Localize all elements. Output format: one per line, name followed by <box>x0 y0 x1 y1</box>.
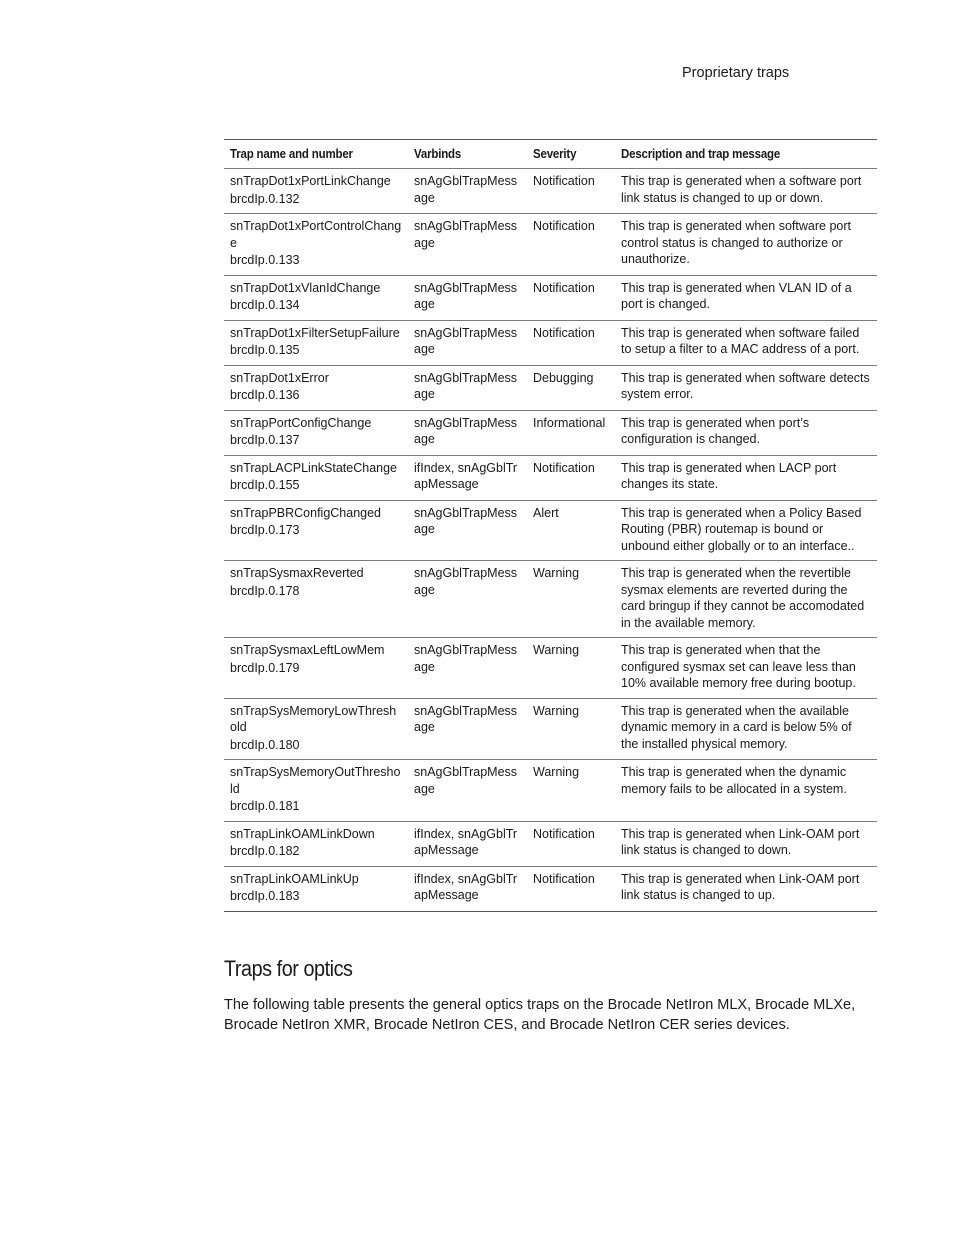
varbinds-cell: snAgGblTrapMessage <box>408 320 527 365</box>
description-cell: This trap is generated when VLAN ID of a port is changed. <box>615 275 877 320</box>
varbinds-cell: snAgGblTrapMessage <box>408 500 527 561</box>
trap-number: brcdIp.0.135 <box>230 343 300 357</box>
description-cell: This trap is generated when the revertible sysmax elements are reverted during the card bringup if they cannot be accomodated in the available memory. <box>615 561 877 638</box>
description-cell: This trap is generated when software detects system error. <box>615 365 877 410</box>
trap-name-cell <box>224 821 408 866</box>
column-header-varbinds: Varbinds <box>408 140 527 169</box>
severity-cell: Notification <box>527 821 615 866</box>
trap-name-cell <box>224 455 408 500</box>
varbinds-cell: snAgGblTrapMessage <box>408 275 527 320</box>
trap-name-cell <box>224 410 408 455</box>
table-row <box>224 365 877 410</box>
varbinds-cell: snAgGblTrapMessage <box>408 760 527 822</box>
trap-name-cell <box>224 365 408 410</box>
trap-name: snTrapSysmaxLeftLowMem <box>230 643 385 657</box>
trap-name-cell <box>224 561 408 638</box>
table-row <box>224 169 877 214</box>
trap-name-cell <box>224 169 408 214</box>
varbinds-cell: snAgGblTrapMessage <box>408 365 527 410</box>
trap-name: snTrapDot1xVlanIdChange <box>230 280 381 295</box>
description-cell: This trap is generated when Link-OAM port link status is changed to up. <box>615 866 877 911</box>
section-title: Traps for optics <box>224 956 353 981</box>
trap-number: brcdIp.0.178 <box>230 583 300 598</box>
trap-number: brcdIp.0.132 <box>230 191 300 206</box>
varbinds-cell: ifIndex, snAgGblTrapMessage <box>408 821 527 866</box>
trap-name-cell <box>224 698 408 760</box>
description-cell: This trap is generated when Link-OAM port link status is changed to down. <box>615 821 877 866</box>
description-cell: This trap is generated when LACP port changes its state. <box>615 455 877 500</box>
description-cell: This trap is generated when a Policy Based Routing (PBR) routemap is bound or unbound either globally or to an interface.. <box>615 500 877 561</box>
trap-name: snTrapSysmaxReverted <box>230 566 364 580</box>
varbinds-cell: ifIndex, snAgGblTrapMessage <box>408 455 527 500</box>
trap-name-cell <box>224 638 408 699</box>
column-header-trap-name: Trap name and number <box>224 140 408 169</box>
severity-cell: Notification <box>527 214 615 276</box>
description-cell: This trap is generated when port’s configuration is changed. <box>615 410 877 455</box>
table-row <box>224 410 877 455</box>
trap-name-cell <box>224 275 408 320</box>
description-cell: This trap is generated when a software port link status is changed to up or down. <box>615 169 877 214</box>
trap-name: snTrapLinkOAMLinkUp <box>230 871 359 886</box>
trap-name-cell <box>224 866 408 911</box>
varbinds-cell: snAgGblTrapMessage <box>408 638 527 699</box>
severity-cell: Warning <box>527 698 615 760</box>
trap-name: snTrapDot1xError <box>230 370 329 385</box>
table-row <box>224 275 877 320</box>
trap-name: snTrapPortConfigChange <box>230 415 372 430</box>
severity-cell: Informational <box>527 410 615 455</box>
trap-number: brcdIp.0.183 <box>230 889 300 903</box>
trap-name-cell <box>224 500 408 561</box>
severity-cell: Notification <box>527 866 615 911</box>
trap-name: snTrapSysMemoryLowThreshold <box>230 703 397 734</box>
severity-cell: Notification <box>527 455 615 500</box>
table-row <box>224 561 877 638</box>
severity-cell: Warning <box>527 760 615 822</box>
varbinds-cell: ifIndex, snAgGblTrapMessage <box>408 866 527 911</box>
table-row <box>224 698 877 760</box>
table-row <box>224 500 877 561</box>
varbinds-cell: snAgGblTrapMessage <box>408 698 527 760</box>
description-cell: This trap is generated when that the configured sysmax set can leave less than 10% available memory free during bootup. <box>615 638 877 699</box>
trap-name-cell <box>224 320 408 365</box>
table-row <box>224 821 877 866</box>
severity-cell: Notification <box>527 275 615 320</box>
table-row <box>224 760 877 822</box>
trap-number: brcdIp.0.182 <box>230 844 300 858</box>
severity-cell: Alert <box>527 500 615 561</box>
trap-name-cell <box>224 214 408 276</box>
trap-name: snTrapPBRConfigChanged <box>230 505 382 520</box>
severity-cell: Warning <box>527 638 615 699</box>
description-cell: This trap is generated when software failed to setup a filter to a MAC address of a port. <box>615 320 877 365</box>
trap-name: snTrapSysMemoryOutThreshold <box>230 765 401 796</box>
traps-table <box>224 139 877 912</box>
trap-number: brcdIp.0.133 <box>230 253 300 267</box>
column-header-severity: Severity <box>527 140 615 169</box>
table-row <box>224 214 877 276</box>
varbinds-cell: snAgGblTrapMessage <box>408 169 527 214</box>
trap-number: brcdIp.0.136 <box>230 388 300 402</box>
varbinds-cell: snAgGblTrapMessage <box>408 410 527 455</box>
trap-number: brcdIp.0.181 <box>230 799 300 813</box>
description-cell: This trap is generated when software port control status is changed to authorize or unauthorize. <box>615 214 877 276</box>
table-header-row <box>224 140 877 169</box>
table-row <box>224 320 877 365</box>
severity-cell: Notification <box>527 169 615 214</box>
severity-cell: Notification <box>527 320 615 365</box>
trap-number: brcdIp.0.180 <box>230 737 300 752</box>
trap-name: snTrapDot1xFilterSetupFailure <box>230 325 400 340</box>
trap-name: snTrapLACPLinkStateChange <box>230 460 397 475</box>
table-row <box>224 455 877 500</box>
table-row <box>224 638 877 699</box>
trap-number: brcdIp.0.155 <box>230 478 300 492</box>
trap-number: brcdIp.0.173 <box>230 523 300 537</box>
severity-cell: Debugging <box>527 365 615 410</box>
varbinds-cell: snAgGblTrapMessage <box>408 561 527 638</box>
section-body: The following table presents the general optics traps on the Brocade NetIron MLX, Brocade MLXe, Brocade NetIron XMR, Brocade NetIron CES, and Brocade NetIron CER series devices. <box>224 997 856 1033</box>
trap-name: snTrapDot1xPortControlChange <box>230 219 402 250</box>
trap-name: snTrapDot1xPortLinkChange <box>230 174 391 188</box>
trap-name: snTrapLinkOAMLinkDown <box>230 826 375 841</box>
description-cell: This trap is generated when the dynamic memory fails to be allocated in a system. <box>615 760 877 822</box>
running-header: Proprietary traps <box>682 65 790 81</box>
column-header-description: Description and trap message <box>615 140 877 169</box>
severity-cell: Warning <box>527 561 615 638</box>
trap-number: brcdIp.0.134 <box>230 298 300 312</box>
table-row <box>224 866 877 911</box>
description-cell: This trap is generated when the available dynamic memory in a card is below 5% of the installed physical memory. <box>615 698 877 760</box>
varbinds-cell: snAgGblTrapMessage <box>408 214 527 276</box>
trap-name-cell <box>224 760 408 822</box>
trap-number: brcdIp.0.179 <box>230 660 300 675</box>
trap-number: brcdIp.0.137 <box>230 433 300 447</box>
